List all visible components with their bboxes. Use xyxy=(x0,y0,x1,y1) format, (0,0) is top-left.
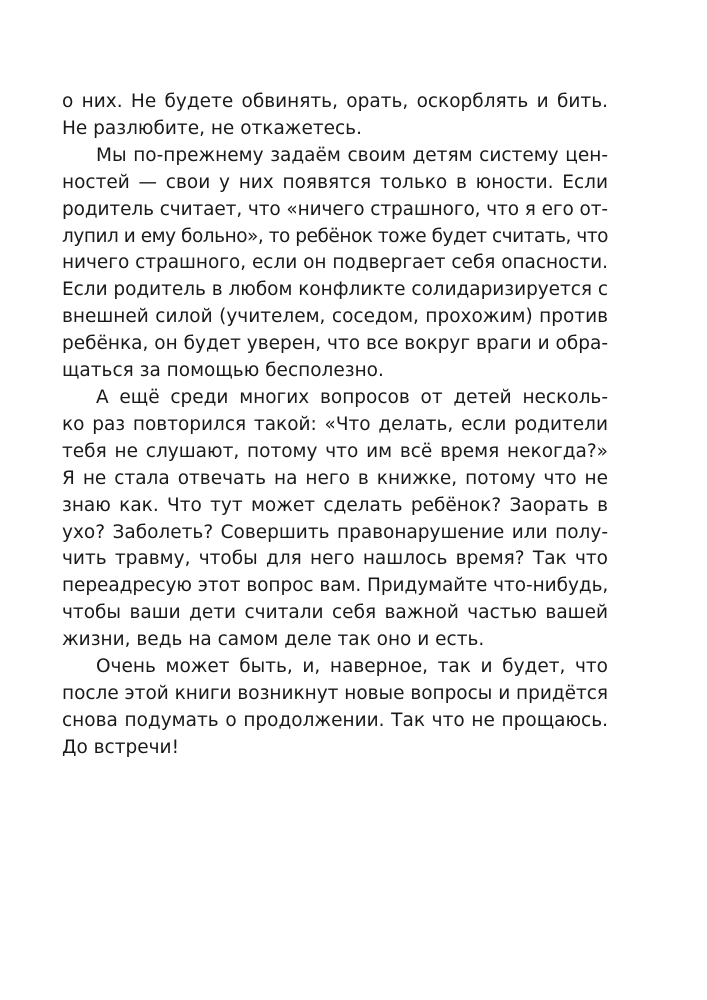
body-text xyxy=(62,89,608,762)
text-line: о них. Не будете обвинять, орать, оскорблять и бить. xyxy=(62,91,608,112)
text-line: знаю как. Что тут может сделать ребёнок? Заорать в xyxy=(62,494,608,516)
text-line: чтобы ваши дети считали себя важной частью вашей xyxy=(62,602,608,624)
text-line: Если родитель в любом конфликте солидаризируется с xyxy=(62,279,608,301)
text-line: после этой книги возникнут новые вопросы и придётся xyxy=(62,682,609,704)
paragraph-1 xyxy=(62,89,608,143)
text-line: лупил и ему больно», то ребёнок тоже будет считать, что xyxy=(62,225,608,247)
text-line: ко раз повторился такой: «Что делать, если родители xyxy=(62,413,608,435)
paragraph-4 xyxy=(62,654,608,762)
text-line: ностей — свои у них появятся только в юности. Если xyxy=(62,171,608,193)
text-line: ребёнка, он будет уверен, что все вокруг враги и обра- xyxy=(62,333,608,355)
text-line: Очень может быть, и, наверное, так и будет, что xyxy=(96,656,608,678)
text-line: родитель считает, что «ничего страшного, что я его от- xyxy=(62,198,608,220)
text-line: переадресую этот вопрос вам. Придумайте что-нибудь, xyxy=(62,575,609,597)
text-line: А ещё среди многих вопросов от детей несколь- xyxy=(96,386,608,408)
text-line: Не разлюбите, не откажетесь. xyxy=(62,117,362,139)
text-line: Мы по-прежнему задаём своим детям систему цен- xyxy=(96,144,608,166)
text-line: щаться за помощью бесполезно. xyxy=(62,360,384,382)
text-line: Я не стала отвечать на него в книжке, потому что не xyxy=(62,467,608,489)
text-line: чить травму, чтобы для него нашлось время? Так что xyxy=(62,548,608,570)
text-line: До встречи! xyxy=(62,736,179,758)
text-line: ухо? Заболеть? Совершить правонарушение или полу- xyxy=(62,521,608,543)
text-line: жизни, ведь на самом деле так оно и есть. xyxy=(62,629,485,651)
paragraph-2 xyxy=(62,143,608,385)
text-line: снова подумать о продолжении. Так что не прощаюсь. xyxy=(62,709,608,731)
paragraph-3 xyxy=(62,385,608,654)
text-line: внешней силой (учителем, соседом, прохожим) против xyxy=(62,306,608,328)
text-line: ничего страшного, если он подвергает себя опасности. xyxy=(62,252,608,274)
text-line: тебя не слушают, потому что им всё время некогда?» xyxy=(62,440,608,462)
